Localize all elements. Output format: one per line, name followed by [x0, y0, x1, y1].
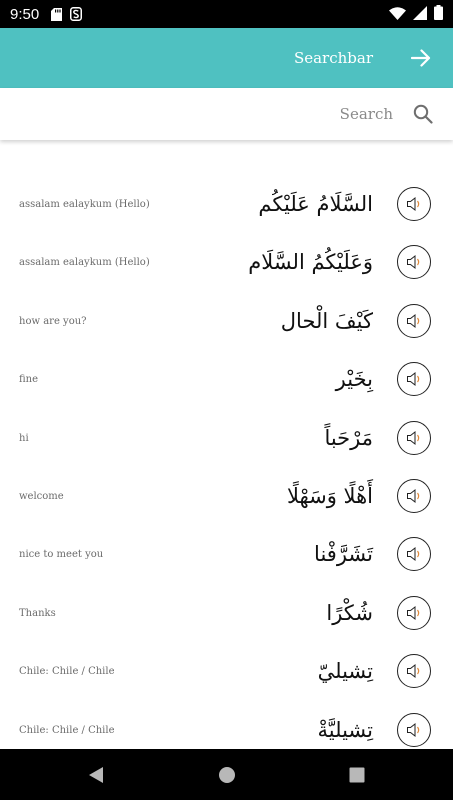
speaker-icon	[406, 313, 422, 329]
phrase-row	[0, 175, 453, 233]
speaker-icon	[406, 430, 422, 446]
phrase-row	[0, 233, 453, 291]
phrase-row	[0, 584, 453, 642]
phrase-row	[0, 467, 453, 525]
phrase-transliteration: assalam ealaykum (Hello)	[19, 198, 150, 210]
search-icon[interactable]	[413, 104, 433, 124]
speaker-icon	[406, 488, 422, 504]
status-right-icons	[389, 5, 443, 24]
phrase-arabic: شُكْرًا	[326, 601, 373, 625]
phrase-arabic: تِشيليّ	[317, 659, 373, 683]
phrase-arabic: كَيْفَ الْحال	[280, 309, 373, 333]
navigation-bar	[0, 749, 453, 800]
phrase-arabic: تَشَرَّفْنا	[314, 542, 373, 566]
recents-square-icon[interactable]	[327, 749, 387, 800]
phrase-transliteration: how are you?	[19, 315, 87, 327]
phrase-transliteration: welcome	[19, 490, 64, 502]
wifi-icon	[389, 5, 406, 24]
speaker-icon	[406, 722, 422, 738]
status-time: 9:50	[10, 5, 40, 23]
phrase-transliteration: Chile: Chile / Chile	[19, 665, 115, 677]
phrase-transliteration: assalam ealaykum (Hello)	[19, 256, 150, 268]
phrase-arabic: وَعَلَيْكُمُ السَّلَام	[248, 250, 373, 274]
play-audio-button[interactable]	[397, 421, 431, 455]
arrow-right-icon[interactable]	[409, 46, 433, 70]
home-circle-icon[interactable]	[197, 749, 257, 800]
s-notification-icon	[70, 7, 82, 21]
play-audio-button[interactable]	[397, 362, 431, 396]
phrase-transliteration: nice to meet you	[19, 548, 104, 560]
speaker-icon	[406, 663, 422, 679]
battery-icon	[434, 5, 443, 24]
phrase-arabic: السَّلَامُ عَلَيْكُم	[258, 192, 373, 216]
search-bar	[0, 88, 453, 140]
phrase-row	[0, 642, 453, 700]
speaker-icon	[406, 196, 422, 212]
phrase-arabic: تِشيليَّةْ	[317, 718, 373, 742]
sd-card-icon	[51, 8, 62, 21]
play-audio-button[interactable]	[397, 713, 431, 747]
play-audio-button[interactable]	[397, 187, 431, 221]
play-audio-button[interactable]	[397, 537, 431, 571]
speaker-icon	[406, 605, 422, 621]
speaker-icon	[406, 254, 422, 270]
phrase-list	[0, 141, 453, 749]
phrase-row	[0, 292, 453, 350]
play-audio-button[interactable]	[397, 654, 431, 688]
back-triangle-icon[interactable]	[66, 749, 126, 800]
phrase-row	[0, 409, 453, 467]
phrase-row	[0, 701, 453, 749]
phrase-transliteration: Chile: Chile / Chile	[19, 724, 115, 736]
phrase-arabic: أَهْلًا وَسَهْلًا	[286, 484, 373, 508]
phrase-transliteration: fine	[19, 373, 39, 385]
phrase-row	[0, 350, 453, 408]
phrase-row	[0, 525, 453, 583]
phrase-transliteration: hi	[19, 432, 29, 444]
phrase-arabic: بِخَيْر	[335, 367, 373, 391]
play-audio-button[interactable]	[397, 245, 431, 279]
speaker-icon	[406, 371, 422, 387]
app-bar-title: Searchbar	[293, 49, 373, 67]
status-bar	[0, 0, 453, 28]
app-bar	[0, 28, 453, 88]
search-input[interactable]	[191, 104, 395, 124]
phrase-arabic: مَرْحَباً	[324, 426, 373, 450]
signal-icon	[413, 5, 427, 24]
speaker-icon	[406, 546, 422, 562]
play-audio-button[interactable]	[397, 479, 431, 513]
phrase-transliteration: Thanks	[19, 607, 56, 619]
play-audio-button[interactable]	[397, 304, 431, 338]
play-audio-button[interactable]	[397, 596, 431, 630]
